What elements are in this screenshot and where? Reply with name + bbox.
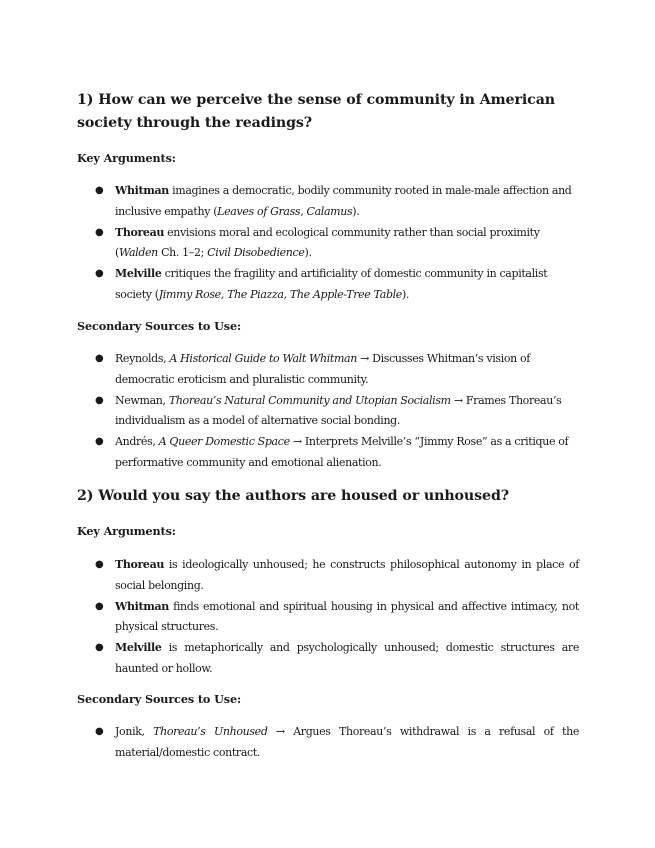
item-text: critiques the fragility and artificiality of domestic community in capitalist society ( [115, 267, 548, 301]
list-item [95, 432, 579, 473]
item-text: → Frames Thoreau’s individualism as a model of alternative social bonding. [115, 393, 562, 427]
bullet-icon: ● [95, 436, 104, 447]
list-item [95, 391, 579, 432]
item-text-mid: Ch. 1–2; [157, 246, 208, 259]
source-author: Newman, [115, 393, 169, 407]
bullet-icon: ● [95, 559, 104, 570]
q2-key-arguments-list [95, 555, 579, 680]
work-titles: Jimmy Rose, The Piazza, The Apple-Tree Table [158, 287, 402, 301]
author-name: Melville [115, 267, 162, 280]
list-item [95, 555, 579, 596]
item-text: is metaphorically and psychologically unhoused; domestic structures are haunted or hollow. [115, 641, 579, 675]
q1-secondary-sources-list [95, 349, 579, 474]
author-name: Whitman [115, 184, 169, 197]
list-item [95, 722, 579, 763]
q2-secondary-sources-list [95, 722, 579, 764]
bullet-icon: ● [95, 353, 104, 364]
work-titles: Leaves of Grass, Calamus [217, 204, 353, 218]
q2-key-arguments-label: Key Arguments: [77, 524, 176, 538]
item-text: → Argues Thoreau’s withdrawal is a refusal of the material/domestic contract. [115, 725, 579, 759]
work-titles: Walden [118, 246, 158, 259]
bullet-icon: ● [95, 185, 104, 196]
source-author: Andrés, [115, 435, 159, 448]
source-title: A Queer Domestic Space [158, 435, 290, 448]
bullet-icon: ● [95, 268, 104, 279]
item-text: envisions moral and ecological community rather than social proximity ( [115, 225, 540, 259]
source-author: Reynolds, [115, 352, 170, 365]
list-item [95, 638, 579, 679]
item-text: finds emotional and spiritual housing in physical and affective intimacy, not physical structures. [115, 599, 579, 633]
q1-key-arguments-list [95, 181, 579, 306]
source-author: Jonik, [115, 725, 154, 738]
list-item [95, 181, 579, 222]
q1-secondary-sources-label: Secondary Sources to Use: [77, 319, 241, 333]
bullet-icon: ● [95, 600, 104, 612]
author-name: Thoreau [115, 558, 164, 571]
bullet-icon: ● [95, 226, 104, 238]
source-title: A Historical Guide to Walt Whitman [169, 352, 357, 365]
item-text: → Interprets Melville’s “Jimmy Rose” as a critique of performative community and emotional alienation. [115, 435, 569, 469]
item-text-end: ). [304, 246, 312, 259]
source-title: Thoreau’s Unhoused [153, 725, 268, 738]
list-item [95, 223, 579, 264]
item-text: is ideologically unhoused; he constructs philosophical autonomy in place of social belonging. [115, 558, 579, 592]
author-name: Melville [115, 641, 162, 654]
item-text-end: ). [401, 287, 410, 301]
list-item [95, 349, 579, 390]
question-1-heading: 1) How can we perceive the sense of community in American society through the readings? [77, 92, 555, 131]
item-text-end: ). [352, 204, 360, 218]
bullet-icon: ● [95, 726, 104, 737]
list-item [95, 597, 579, 638]
bullet-icon: ● [95, 394, 104, 406]
item-text: → Discusses Whitman’s vision of democratic eroticism and pluralistic community. [115, 352, 531, 386]
work-titles: Civil Disobedience [207, 246, 305, 259]
source-title: Thoreau’s Natural Community and Utopian Socialism [168, 393, 451, 407]
question-2-heading: 2) Would you say the authors are housed or unhoused? [77, 488, 509, 504]
q2-secondary-sources-label: Secondary Sources to Use: [77, 692, 241, 706]
list-item [95, 264, 579, 305]
q1-key-arguments-label: Key Arguments: [77, 151, 176, 165]
author-name: Thoreau [115, 225, 164, 239]
author-name: Whitman [115, 599, 169, 613]
bullet-icon: ● [95, 642, 104, 653]
item-text: imagines a democratic, bodily community rooted in male-male affection and inclusive empathy ( [115, 184, 572, 218]
